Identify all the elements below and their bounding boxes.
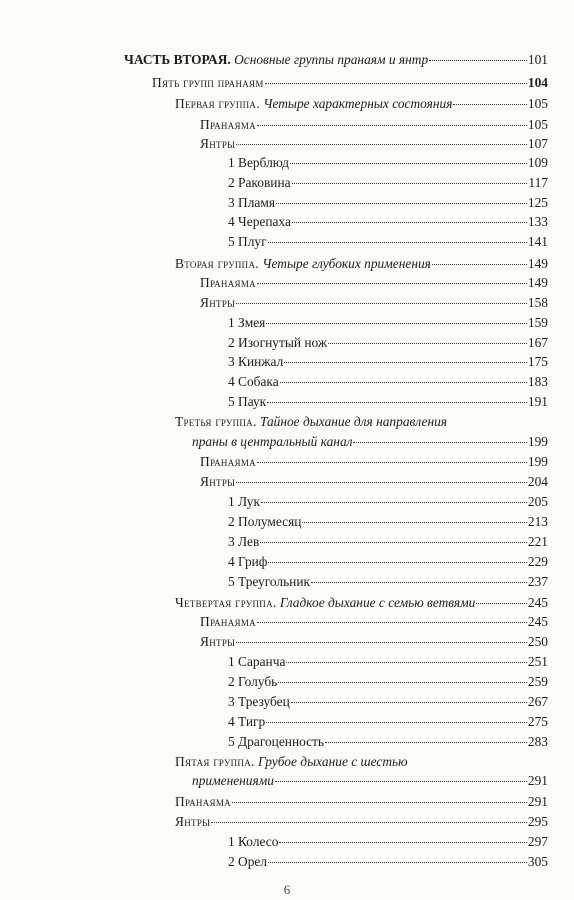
dot-leader bbox=[302, 522, 526, 523]
toc-entry-prefix: 5 Плуг bbox=[228, 234, 267, 249]
toc-entry-pranayama bbox=[200, 613, 548, 631]
toc-entry-yantra bbox=[228, 314, 548, 332]
toc-entry-prefix: 1 Лук bbox=[228, 494, 260, 509]
dot-leader bbox=[432, 264, 527, 265]
toc-entry-yantra bbox=[228, 513, 548, 531]
toc-entry-prefix: 2 Полумесяц bbox=[228, 514, 302, 529]
toc-entry-page: 229 bbox=[527, 554, 548, 569]
toc-entry-page: 245 bbox=[527, 614, 548, 629]
toc-entry-page: 305 bbox=[527, 854, 548, 869]
dot-leader bbox=[266, 722, 527, 723]
toc-entry-prefix: 4 Тигр bbox=[228, 714, 266, 729]
toc-entry-page: 109 bbox=[527, 155, 548, 170]
dot-leader bbox=[292, 183, 528, 184]
toc-entry-part-two bbox=[124, 51, 548, 69]
toc-entry-group-5-line1 bbox=[175, 753, 408, 771]
toc-entry-yantra bbox=[228, 373, 548, 391]
toc-entry-yantras bbox=[200, 473, 548, 491]
toc-entry-yantra bbox=[228, 853, 548, 871]
toc-entry-page: 267 bbox=[527, 694, 548, 709]
toc-entry-title-cont: применениями bbox=[192, 773, 274, 788]
toc-entry-group-4 bbox=[175, 594, 548, 612]
toc-entry-prefix: 2 Голубь bbox=[228, 674, 278, 689]
toc-entry-yantra bbox=[228, 194, 548, 212]
toc-entry-prefix: Янтры bbox=[200, 295, 236, 310]
toc-entry-title-cont: праны в центральный канал bbox=[192, 434, 353, 449]
toc-entry-prefix: Янтры bbox=[200, 474, 236, 489]
dot-leader bbox=[279, 842, 526, 843]
dot-leader bbox=[257, 283, 527, 284]
toc-entry-page: 199 bbox=[527, 454, 548, 469]
dot-leader bbox=[276, 203, 527, 204]
toc-entry-yantra bbox=[228, 493, 548, 511]
toc-entry-title: Четыре глубоких применения bbox=[262, 256, 431, 271]
dot-leader bbox=[236, 144, 527, 145]
toc-entry-pranayama bbox=[200, 274, 548, 292]
dot-leader bbox=[265, 83, 527, 84]
toc-entry-group-1 bbox=[175, 95, 548, 113]
toc-entry-text bbox=[175, 255, 431, 273]
toc-entry-five-groups bbox=[152, 74, 548, 92]
dot-leader bbox=[291, 702, 527, 703]
toc-entry-page: 149 bbox=[527, 275, 548, 290]
toc-entry-page: 125 bbox=[527, 195, 548, 210]
dot-leader bbox=[257, 462, 527, 463]
toc-entry-page: 283 bbox=[527, 734, 548, 749]
toc-entry-text bbox=[175, 594, 475, 612]
toc-entry-prefix: 5 Паук bbox=[228, 394, 267, 409]
dot-leader bbox=[453, 104, 526, 105]
dot-leader bbox=[280, 382, 527, 383]
toc-entry-page: 158 bbox=[527, 295, 548, 310]
dot-leader bbox=[236, 482, 527, 483]
toc-entry-prefix: 1 Саранча bbox=[228, 654, 286, 669]
dot-leader bbox=[266, 323, 527, 324]
toc-entry-page: 107 bbox=[527, 136, 548, 151]
toc-entry-prefix: Вторая группа. bbox=[175, 256, 259, 271]
toc-entry-group-3 bbox=[192, 433, 548, 451]
toc-entry-pranayama bbox=[200, 116, 548, 134]
dot-leader bbox=[268, 242, 527, 243]
dot-leader bbox=[325, 742, 527, 743]
toc-entry-page: 259 bbox=[527, 674, 548, 689]
toc-entry-prefix: 4 Собака bbox=[228, 374, 279, 389]
dot-leader bbox=[292, 222, 527, 223]
toc-entry-page: 191 bbox=[527, 394, 548, 409]
toc-entry-page: 183 bbox=[527, 374, 548, 389]
dot-leader bbox=[328, 343, 527, 344]
toc-entry-yantra bbox=[228, 553, 548, 571]
toc-entry-page: 237 bbox=[527, 574, 548, 589]
toc-entry-page: 205 bbox=[527, 494, 548, 509]
toc-entry-yantra bbox=[228, 673, 548, 691]
toc-entry-prefix: 4 Черепаха bbox=[228, 214, 291, 229]
toc-entry-prefix: Четвертая группа. bbox=[175, 595, 277, 610]
dot-leader bbox=[267, 402, 527, 403]
toc-entry-prefix: Пранаяма bbox=[175, 794, 231, 809]
toc-entry-prefix: 4 Гриф bbox=[228, 554, 268, 569]
dot-leader bbox=[353, 442, 526, 443]
toc-entry-title: Тайное дыхание для направления bbox=[259, 414, 448, 429]
toc-entry-group-5 bbox=[192, 772, 548, 790]
toc-entry-yantra bbox=[228, 334, 548, 352]
toc-entry-group-2 bbox=[175, 255, 548, 273]
toc-entry-page: 104 bbox=[527, 75, 548, 90]
dot-leader bbox=[429, 60, 527, 61]
toc-entry-prefix: 5 Треугольник bbox=[228, 574, 311, 589]
toc-entry-prefix: ЧАСТЬ ВТОРАЯ. bbox=[124, 52, 231, 67]
toc-entry-page: 167 bbox=[527, 335, 548, 350]
toc-entry-yantra bbox=[228, 154, 548, 172]
toc-entry-page: 117 bbox=[528, 175, 548, 190]
toc-entry-title: Грубое дыхание с шестью bbox=[258, 754, 408, 769]
toc-entry-pranayama bbox=[200, 453, 548, 471]
toc-entry-page: 204 bbox=[527, 474, 548, 489]
toc-entry-prefix: Пранаяма bbox=[200, 275, 256, 290]
dot-leader bbox=[290, 163, 527, 164]
toc-entry-yantra bbox=[228, 233, 548, 251]
page-number: 6 bbox=[283, 882, 291, 897]
dot-leader bbox=[275, 781, 527, 782]
toc-entry-prefix: 5 Драгоценность bbox=[228, 734, 325, 749]
toc-entry-prefix: Янтры bbox=[200, 634, 236, 649]
toc-entry-title: Основные группы пранаям и янтр bbox=[234, 52, 429, 67]
dot-leader bbox=[211, 822, 527, 823]
toc-entry-prefix: 2 Изогнутый нож bbox=[228, 335, 328, 350]
toc-entry-yantra bbox=[228, 573, 548, 591]
toc-entry-prefix: 1 Верблюд bbox=[228, 155, 289, 170]
dot-leader bbox=[260, 542, 527, 543]
toc-entry-prefix: 1 Змея bbox=[228, 315, 266, 330]
toc-entry-title: Гладкое дыхание с семью ветвями bbox=[279, 595, 476, 610]
dot-leader bbox=[286, 662, 527, 663]
dot-leader bbox=[476, 603, 527, 604]
toc-entry-text bbox=[175, 95, 452, 113]
toc-entry-prefix: Янтры bbox=[200, 136, 236, 151]
toc-entry-prefix: 2 Орел bbox=[228, 854, 268, 869]
dot-leader bbox=[268, 562, 526, 563]
toc-entry-page: 221 bbox=[527, 534, 548, 549]
toc-entry-page: 295 bbox=[527, 814, 548, 829]
toc-entry-yantras bbox=[200, 294, 548, 312]
toc-entry-prefix: Янтры bbox=[175, 814, 211, 829]
dot-leader bbox=[311, 582, 527, 583]
toc-entry-prefix: Третья группа. bbox=[175, 414, 257, 429]
toc-entry-prefix: Пятая группа. bbox=[175, 754, 255, 769]
toc-entry-page: 297 bbox=[527, 834, 548, 849]
toc-entry-text bbox=[124, 51, 428, 69]
dot-leader bbox=[278, 682, 527, 683]
toc-entry-page: 175 bbox=[527, 354, 548, 369]
toc-entry-yantra bbox=[228, 353, 548, 371]
toc-entry-page: 149 bbox=[527, 256, 548, 271]
toc-entry-prefix: 3 Кинжал bbox=[228, 354, 284, 369]
toc-entry-yantras bbox=[200, 633, 548, 651]
toc-entry-page: 101 bbox=[527, 52, 548, 67]
toc-entry-yantra bbox=[228, 174, 548, 192]
toc-entry-yantra bbox=[228, 713, 548, 731]
toc-entry-page: 251 bbox=[527, 654, 548, 669]
toc-entry-page: 250 bbox=[527, 634, 548, 649]
toc-entry-text bbox=[152, 74, 264, 92]
toc-entry-group-3-line1 bbox=[175, 413, 447, 431]
toc-entry-page: 105 bbox=[527, 96, 548, 111]
toc-entry-prefix: Пранаяма bbox=[200, 117, 256, 132]
toc-entry-page: 291 bbox=[527, 794, 548, 809]
toc-entry-page: 133 bbox=[527, 214, 548, 229]
dot-leader bbox=[257, 622, 527, 623]
toc-entry-prefix: 2 Раковина bbox=[228, 175, 291, 190]
toc-entry-pranayama bbox=[175, 793, 548, 811]
toc-entry-yantras bbox=[200, 135, 548, 153]
toc-entry-yantra bbox=[228, 733, 548, 751]
toc-entry-page: 275 bbox=[527, 714, 548, 729]
toc-entry-prefix: 3 Трезубец bbox=[228, 694, 290, 709]
dot-leader bbox=[236, 642, 527, 643]
toc-entry-prefix: Пранаяма bbox=[200, 454, 256, 469]
toc-entry-yantra bbox=[228, 393, 548, 411]
toc-entry-prefix: 1 Колесо bbox=[228, 834, 279, 849]
toc-entry-prefix: Пять групп пранаям bbox=[152, 75, 264, 90]
toc-entry-yantra bbox=[228, 693, 548, 711]
toc-entry-yantra bbox=[228, 213, 548, 231]
dot-leader bbox=[257, 125, 527, 126]
toc-entry-yantras bbox=[175, 813, 548, 831]
dot-leader bbox=[284, 362, 527, 363]
toc-entry-page: 199 bbox=[527, 434, 548, 449]
toc-entry-page: 159 bbox=[527, 315, 548, 330]
toc-entry-page: 105 bbox=[527, 117, 548, 132]
dot-leader bbox=[236, 303, 527, 304]
toc-entry-page: 141 bbox=[527, 234, 548, 249]
toc-entry-yantra bbox=[228, 653, 548, 671]
toc-entry-page: 291 bbox=[527, 773, 548, 788]
toc-entry-prefix: Пранаяма bbox=[200, 614, 256, 629]
toc-entry-yantra bbox=[228, 533, 548, 551]
dot-leader bbox=[232, 802, 527, 803]
toc-entry-page: 245 bbox=[527, 595, 548, 610]
dot-leader bbox=[261, 502, 527, 503]
toc-entry-prefix: Первая группа. bbox=[175, 96, 260, 111]
toc-entry-page: 213 bbox=[527, 514, 548, 529]
toc-entry-yantra bbox=[228, 833, 548, 851]
toc-entry-prefix: 3 Лев bbox=[228, 534, 260, 549]
toc-entry-prefix: 3 Пламя bbox=[228, 195, 275, 210]
dot-leader bbox=[268, 862, 527, 863]
toc-entry-title: Четыре характерных состояния bbox=[263, 96, 453, 111]
